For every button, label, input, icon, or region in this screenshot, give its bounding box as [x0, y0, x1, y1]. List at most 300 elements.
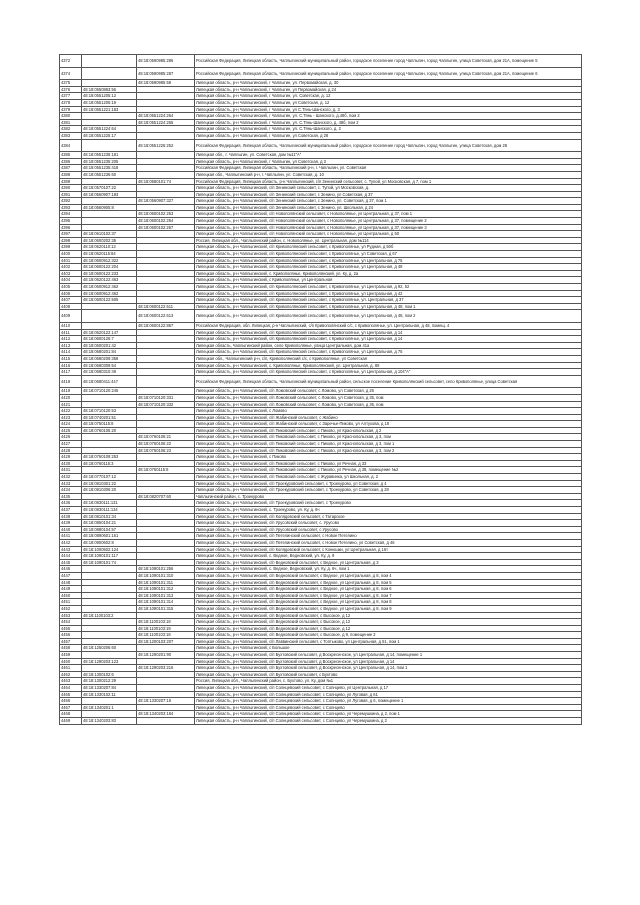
address-cell: Липецкая область, Чаплыгинский район, село Кривополянье, улица Центральная, дом 41а	[195, 342, 582, 349]
row-number-cell: 4378	[60, 99, 82, 106]
land-parcel-number-cell: 48:18:1340203:83	[82, 718, 137, 725]
table-row	[60, 139, 582, 152]
address-cell: Липецкая область, р-н Чаплыгинский, с/п Солнцевский сельсовет, с Солнцево, ул Центральная, д 17	[195, 685, 582, 692]
address-cell: Липецкая область, р-н Чаплыгинский, с/п Троекуровский сельсовет, с Троекурово, ул Советская, д 28	[195, 487, 582, 494]
building-number-cell	[137, 645, 195, 652]
building-number-cell	[137, 454, 195, 461]
building-number-cell	[137, 264, 195, 271]
row-number-cell: 4415	[60, 355, 82, 362]
land-parcel-number-cell: 48:18:0550893:56	[82, 86, 137, 93]
table-row	[60, 487, 582, 494]
table-row	[60, 586, 582, 593]
land-parcel-number-cell	[82, 605, 137, 612]
row-number-cell: 4434	[60, 487, 82, 494]
row-number-cell: 4446	[60, 566, 82, 573]
land-parcel-number-cell: 48:18:0600912:322	[82, 257, 137, 264]
address-cell: Липецкая область, р-н Чаплыгинский, с/п Солнцевский сельсовет, с Солнцево, ул Луговая, д 61	[195, 691, 582, 698]
land-parcel-number-cell: 48:18:0610102:37	[82, 231, 137, 238]
table-row	[60, 204, 582, 211]
row-number-cell: 4467	[60, 704, 82, 711]
land-parcel-number-cell	[82, 211, 137, 218]
building-number-cell	[137, 507, 195, 514]
address-cell: Липецкая область, р-н Чаплыгинский, с Ломово	[195, 408, 582, 415]
building-number-cell: 48:18:1330207:19	[137, 698, 195, 705]
table-row	[60, 414, 582, 421]
building-number-cell	[137, 480, 195, 487]
land-parcel-number-cell: 48:18:0551221:183	[82, 106, 137, 113]
row-number-cell: 4424	[60, 421, 82, 428]
building-number-cell	[137, 257, 195, 264]
row-number-cell: 4397	[60, 231, 82, 238]
building-number-cell	[137, 533, 195, 540]
table-row	[60, 93, 582, 100]
land-parcel-number-cell	[82, 322, 137, 329]
row-number-cell: 4426	[60, 434, 82, 441]
land-parcel-number-cell: 48:18:0810301:22	[82, 480, 137, 487]
land-parcel-number-cell: 48:18:1330207:84	[82, 685, 137, 692]
building-number-cell: 48:18:1090101:312	[137, 586, 195, 593]
building-number-cell: 48:18:1090101:256	[137, 566, 195, 573]
land-parcel-number-cell: 48:18:0710120:245	[82, 388, 137, 395]
row-number-cell: 4443	[60, 546, 82, 553]
address-cell: Липецкая область, р-н Чаплыгинский, с/п Ведновский сельсовет, с Ведное, ул Центральная, д 8, пом 8	[195, 599, 582, 606]
building-number-cell: 48:18:0710120:331	[137, 394, 195, 401]
land-parcel-number-cell: 48:18:0620115:84	[82, 251, 137, 258]
row-number-cell: 4454	[60, 619, 82, 626]
row-number-cell: 4380	[60, 113, 82, 120]
land-parcel-number-cell	[82, 441, 137, 448]
row-number-cell: 4439	[60, 520, 82, 527]
building-number-cell: 48:18:1200103:207	[137, 638, 195, 645]
row-number-cell: 4449	[60, 586, 82, 593]
row-number-cell: 4402	[60, 264, 82, 271]
address-cell: Липецкая область, р-н Чаплыгинский, г Чаплыгин, ул Советская, д 28	[195, 132, 582, 139]
address-cell: Липецкая область, р-н Чаплыгинский, с/п Новополянский сельсовет, с Новополянье, ул Центральная, д 37, пом 1	[195, 211, 582, 218]
row-number-cell: 4438	[60, 513, 82, 520]
building-number-cell	[137, 553, 195, 560]
building-number-cell: 48:18:1290201:90	[137, 652, 195, 659]
land-parcel-number-cell: 48:18:0710120:53	[82, 408, 137, 415]
address-register-table	[59, 54, 582, 725]
address-cell: Липецкая область, р-н Чаплыгинский, с/п Ведновский сельсовет, с Ведное, ул Центральная, д 8, пом 5	[195, 579, 582, 586]
address-cell: Россия, Липецкая обл., Чаплыгинский район, с. Бухтово, ул. Ку, дом №1	[195, 678, 582, 685]
land-parcel-number-cell: 48:18:0880104:57	[82, 526, 137, 533]
building-number-cell: 48:18:1100103:19	[137, 625, 195, 632]
table-row	[60, 441, 582, 448]
building-number-cell	[137, 460, 195, 467]
address-cell: Липецкая область, р-н Чаплыгинский, с/п Новополянский сельсовет, с Новополянье, ул Центральная, д 37, помещение 2	[195, 218, 582, 225]
address-cell: Липецкая область, р-н Чаплыгинский, г Чаплыгин, ул Первомайская, д 24	[195, 86, 582, 93]
table-row	[60, 270, 582, 277]
address-cell: Липецкая область, р-н Чаплыгинский, г Чаплыгин, ул Советская, д. 12	[195, 99, 582, 106]
table-row	[60, 231, 582, 238]
address-cell: Липецкая область, р-н Чаплыгинский, с/п Зенинский сельсовет, с Зенино, ул Советская, д 37	[195, 191, 582, 198]
table-row	[60, 119, 582, 126]
row-number-cell: 4419	[60, 388, 82, 395]
row-number-cell: 4442	[60, 539, 82, 546]
table-row	[60, 185, 582, 192]
row-number-cell: 4398	[60, 237, 82, 244]
table-row	[60, 297, 582, 304]
building-number-cell	[137, 93, 195, 100]
building-number-cell	[137, 369, 195, 376]
building-number-cell	[137, 185, 195, 192]
land-parcel-number-cell: 48:18:0620122:147	[82, 329, 137, 336]
row-number-cell: 4372	[60, 55, 82, 68]
row-number-cell: 4435	[60, 493, 82, 500]
table-row	[60, 86, 582, 93]
address-cell: Липецкая область, р-н Чаплыгинский, с/п Ведновский сельсовет, с Высокое, д 12	[195, 612, 582, 619]
table-row	[60, 218, 582, 225]
land-parcel-number-cell	[82, 139, 137, 152]
address-cell: Липецкая область, р-н Чаплыгинский, с/п Ведновский сельсовет, с Высокое, д 12	[195, 619, 582, 626]
land-parcel-number-cell	[82, 447, 137, 454]
address-cell: Российская Федерация, Липецкая область, Чаплыгинский муниципальный район, сельское поселение Кривополянский сельсовет, село Кривополянье, улица Советская	[195, 375, 582, 388]
building-number-cell	[137, 526, 195, 533]
building-number-cell	[137, 658, 195, 665]
row-number-cell: 4417	[60, 369, 82, 376]
address-cell: Липецкая область, р-н Чаплыгинский, г Чаплыгин, ул. Советская, д. 12	[195, 93, 582, 100]
building-number-cell	[137, 191, 195, 198]
row-number-cell: 4404	[60, 277, 82, 284]
building-number-cell	[137, 427, 195, 434]
building-number-cell	[137, 158, 195, 165]
address-cell: Липецкая область, р-н Чаплыгинский, с. Кривополянье, Кривополянский, ул. Центральная, д. 89	[195, 362, 582, 369]
address-cell: Липецкая область, р-н Чаплыгинский, с. Ведное, Ведновский, ул. Ку, д. 9	[195, 553, 582, 560]
address-cell: Липецкая область, р-н Чаплыгинский, с/п Кривополянский сельсовет, с Кривополянье, ул Советская, д 67	[195, 251, 582, 258]
land-parcel-number-cell	[82, 586, 137, 593]
table-row	[60, 447, 582, 454]
row-number-cell: 4394	[60, 211, 82, 218]
building-number-cell	[137, 704, 195, 711]
land-parcel-number-cell: 48:18:0570107:22	[82, 185, 137, 192]
row-number-cell: 4441	[60, 533, 82, 540]
register-rows	[60, 55, 582, 725]
table-row	[60, 539, 582, 546]
building-number-cell: 48:18:0710120:332	[137, 401, 195, 408]
row-number-cell: 4403	[60, 270, 82, 277]
row-number-cell: 4391	[60, 191, 82, 198]
row-number-cell: 4464	[60, 685, 82, 692]
building-number-cell: 48:18:0590985:286	[137, 55, 195, 68]
row-number-cell: 4436	[60, 500, 82, 507]
table-row	[60, 638, 582, 645]
land-parcel-number-cell: 48:18:0551235:181	[82, 152, 137, 159]
land-parcel-number-cell: 48:18:1340201:1	[82, 704, 137, 711]
row-number-cell: 4451	[60, 599, 82, 606]
row-number-cell: 4418	[60, 375, 82, 388]
table-row	[60, 158, 582, 165]
address-cell: Липецкая область, р-н Чаплыгинский, с/п Петелинский сельсовет, с Новое Петелино	[195, 533, 582, 540]
row-number-cell: 4423	[60, 414, 82, 421]
row-number-cell: 4433	[60, 480, 82, 487]
land-parcel-number-cell: 48:18:0900602:8	[82, 539, 137, 546]
row-number-cell: 4414	[60, 349, 82, 356]
table-row	[60, 652, 582, 659]
address-cell: Липецкая область, р-н Чаплыгинский, с/п Ведновский сельсовет, с Ведное, ул Центральная, д 8, пом 9	[195, 605, 582, 612]
table-row	[60, 526, 582, 533]
building-number-cell	[137, 99, 195, 106]
table-row	[60, 211, 582, 218]
address-cell: Липецкая область, р-н Чаплыгинский, с/п Троекуровский сельсовет, с Троекурово, ул Советская, д 4	[195, 480, 582, 487]
building-number-cell	[137, 520, 195, 527]
row-number-cell: 4462	[60, 671, 82, 678]
row-number-cell: 4465	[60, 691, 82, 698]
row-number-cell: 4386	[60, 158, 82, 165]
table-row	[60, 685, 582, 692]
land-parcel-number-cell	[82, 434, 137, 441]
table-row	[60, 290, 582, 297]
address-cell: Липецкая область, р-н Чаплыгинский, г Чаплыгин, ул. С.Тянь-Шанского, д. 48б, пом 2	[195, 119, 582, 126]
land-parcel-number-cell	[82, 619, 137, 626]
row-number-cell: 4409	[60, 310, 82, 323]
building-number-cell: 48:18:0760106:22	[137, 441, 195, 448]
row-number-cell: 4383	[60, 132, 82, 139]
row-number-cell: 4430	[60, 460, 82, 467]
table-row	[60, 599, 582, 606]
land-parcel-number-cell: 48:18:0760115:3	[82, 460, 137, 467]
address-cell: Липецкая область, р-н Чаплыгинский, с/п Пиковский сельсовет, с Пиково, ул Речная, д 33	[195, 460, 582, 467]
land-parcel-number-cell	[82, 80, 137, 87]
address-cell: Российская Федерация, Липецкая область, Чаплыгинский р-н, г. Чаплыгин, ул. Советская	[195, 165, 582, 172]
building-number-cell	[137, 612, 195, 619]
table-row	[60, 126, 582, 133]
land-parcel-number-cell: 48:18:0680310:49	[82, 369, 137, 376]
table-row	[60, 513, 582, 520]
building-number-cell	[137, 474, 195, 481]
row-number-cell: 4458	[60, 645, 82, 652]
building-number-cell	[137, 244, 195, 251]
address-cell: Липецкая обл., Чаплыгинский р-н, г. Чаплыгин, ул. Советская, д. 10	[195, 171, 582, 178]
land-parcel-number-cell	[82, 579, 137, 586]
land-parcel-number-cell: 48:18:1300212:29	[82, 678, 137, 685]
address-cell: Российская Федерация, обл. Липецкая, р-н Чаплыгинский, с/п Кривополянский с/с, с Кривополянье, ул. Центральная, д 48, помещ. 4	[195, 322, 582, 329]
land-parcel-number-cell	[82, 638, 137, 645]
table-row	[60, 191, 582, 198]
address-cell: Липецкая область, р-н Чаплыгинский, с/п Кривополянский сельсовет, с Кривополянье, ул Центральная, д 14	[195, 329, 582, 336]
building-number-cell: 48:18:0600102:257	[137, 224, 195, 231]
land-parcel-number-cell	[82, 566, 137, 573]
address-cell: Липецкая область, р-н Чаплыгинский, с/п Жабинский сельсовет, с Жабино	[195, 414, 582, 421]
table-row	[60, 132, 582, 139]
address-cell: Липецкая область, р-н Чаплыгинский, с/п Солнцевский сельсовет, с Солнцево, ул Черемушкина, д 2, пом 1	[195, 711, 582, 718]
address-cell: Липецкая область, р-н Чаплыгинский, г Чаплыгин, ул С.Тянь-Шанского, д. 3	[195, 106, 582, 113]
land-parcel-number-cell	[82, 698, 137, 705]
land-parcel-number-cell: 48:18:0830111:131	[82, 500, 137, 507]
address-cell: Липецкая область, р-н Чаплыгинский, с/п Кривополянский сельсовет, с Кривополянье, ул Центральная, д 104"А"	[195, 369, 582, 376]
row-number-cell: 4392	[60, 198, 82, 205]
address-cell: Липецкая область, р-н Чаплыгинский, с/п Ведновский сельсовет, с Высокое, д 12	[195, 625, 582, 632]
land-parcel-number-cell: 48:18:1090101:117	[82, 553, 137, 560]
address-cell: Липецкая область, р-н Чаплыгинский, с/п Новополянский сельсовет, с Новополянье, ул Центральная, д 37, помещение 3	[195, 224, 582, 231]
address-cell: Липецкая область, р-н Чаплыгинский, с/п Пиковский сельсовет, с Журавинка, ул Школьная, д. 2	[195, 474, 582, 481]
address-cell: Липецкая обл., Чаплыгинский р-н, с/п, Кривополянский с/с, с Кривополянье, ул Советская	[195, 355, 582, 362]
row-number-cell: 4440	[60, 526, 82, 533]
land-parcel-number-cell: 48:18:0760109:253	[82, 454, 137, 461]
address-cell: Липецкая область, р-н Чаплыгинский, с/п Ведновский сельсовет, с Высокое, д 9, помещение 2	[195, 632, 582, 639]
row-number-cell: 4453	[60, 612, 82, 619]
table-row	[60, 698, 582, 705]
building-number-cell	[137, 297, 195, 304]
land-parcel-number-cell: 48:18:0551224:64	[82, 126, 137, 133]
row-number-cell: 4381	[60, 119, 82, 126]
address-cell: Липецкая область, р-н Чаплыгинский, с/п Жабинский сельсовет, с Заречье-Пиково, ул Алтухова, д 18	[195, 421, 582, 428]
land-parcel-number-cell	[82, 218, 137, 225]
land-parcel-number-cell: 48:18:0600912:462	[82, 284, 137, 291]
row-number-cell: 4452	[60, 605, 82, 612]
row-number-cell: 4444	[60, 553, 82, 560]
land-parcel-number-cell: 48:18:0600122:505	[82, 297, 137, 304]
table-row	[60, 520, 582, 527]
table-row	[60, 310, 582, 323]
table-row	[60, 711, 582, 718]
address-cell: Липецкая область, р-н Чаплыгинский, с/п Кривополянский сельсовет, с Кривополянье, ул Центральная, д 48, пом 1	[195, 303, 582, 310]
table-row	[60, 106, 582, 113]
building-number-cell: 48:18:1100103:18	[137, 632, 195, 639]
table-row	[60, 401, 582, 408]
row-number-cell: 4406	[60, 290, 82, 297]
address-cell: Липецкая область, р-н Чаплыгинский, с/п Пиковский сельсовет, с Пиково, ул Речная, д 38, помещение №2	[195, 467, 582, 474]
address-cell: Липецкая область, р-н Чаплыгинский, с/п Лаввинский сельсовет, с Топтыково, ул Центральная, д 51, пом 1	[195, 638, 582, 645]
land-parcel-number-cell	[82, 632, 137, 639]
address-cell: Липецкая область, р-н Чаплыгинский, с/п Ведновский сельсовет, с Ведное, ул Центральная, д 3	[195, 559, 582, 566]
address-cell: Липецкая область, р-н Чаплыгинский, с/п Колядовский сельсовет, с Конюшки, ул Центральная, д 16т	[195, 546, 582, 553]
building-number-cell	[137, 237, 195, 244]
row-number-cell: 4396	[60, 224, 82, 231]
building-number-cell: 48:18:1090101:310	[137, 572, 195, 579]
address-cell: Липецкая область, р-н Чаплыгинский, г Чаплыгин, ул. С.Тянь-Шанского, д. 2	[195, 126, 582, 133]
building-number-cell: 48:18:0600102:253	[137, 211, 195, 218]
table-row	[60, 658, 582, 665]
table-row	[60, 619, 582, 626]
table-row	[60, 572, 582, 579]
building-number-cell: 48:18:1090101:314	[137, 599, 195, 606]
table-row	[60, 579, 582, 586]
building-number-cell: 48:18:1090101:315	[137, 605, 195, 612]
land-parcel-number-cell: 48:18:1330102:11	[82, 691, 137, 698]
row-number-cell: 4456	[60, 632, 82, 639]
address-cell: Липецкая обл., г. Чаплыгин, ул. Советская, дом №11"А"	[195, 152, 582, 159]
building-number-cell	[137, 342, 195, 349]
row-number-cell: 4416	[60, 362, 82, 369]
table-row	[60, 394, 582, 401]
table-row	[60, 612, 582, 619]
address-cell: Российская Федерация, Липецкая область, Чаплыгинский муниципальный район, городское поселение город Чаплыгин, город Чаплыгин, улица Советская, дом 21А, помещение 5	[195, 55, 582, 68]
land-parcel-number-cell: 48:18:0600122:233	[82, 270, 137, 277]
land-parcel-number-cell	[82, 178, 137, 185]
land-parcel-number-cell: 48:18:0560907:193	[82, 191, 137, 198]
table-row	[60, 566, 582, 573]
building-number-cell: 48:18:0820707:60	[137, 493, 195, 500]
land-parcel-number-cell: 48:18:0551235:418	[82, 165, 137, 172]
row-number-cell: 4466	[60, 698, 82, 705]
row-number-cell: 4405	[60, 284, 82, 291]
address-cell: Липецкая область, р-н Чаплыгинский, с/п Кривополянский сельсовет, с Кривополянье, ул Центральная, д 75	[195, 349, 582, 356]
table-row	[60, 605, 582, 612]
land-parcel-number-cell: 48:18:1000502:124	[82, 546, 137, 553]
building-number-cell	[137, 231, 195, 238]
row-number-cell: 4379	[60, 106, 82, 113]
building-number-cell	[137, 362, 195, 369]
address-cell: Липецкая область, р-н Чаплыгинский, с/п Бухтовский сельсовет, д Воскресенское, ул Центральная, д 14	[195, 658, 582, 665]
address-cell: Липецкая область, р-н Чаплыгинский, с. Кривополянье, Кривополянский, ул. Ку, д. 2а	[195, 270, 582, 277]
address-cell: Липецкая область, р-н Чаплыгинский, с/п Кривополянский сельсовет, с Кривополянье, ул Центральная, д 48, пом 2	[195, 310, 582, 323]
row-number-cell: 4388	[60, 171, 82, 178]
table-row	[60, 355, 582, 362]
row-number-cell: 4389	[60, 178, 82, 185]
address-cell: Липецкая область, р-н Чаплыгинский, г Чаплыгин, ул. Первомайская, д. 30	[195, 80, 582, 87]
address-cell: Липецкая область, р-н Чаплыгинский, с/п Новополянский сельсовет, с Новополянье, ул Центральная, д 50	[195, 231, 582, 238]
row-number-cell: 4445	[60, 559, 82, 566]
land-parcel-number-cell: 48:18:0770107:12	[82, 474, 137, 481]
land-parcel-number-cell	[82, 401, 137, 408]
address-cell: Липецкая область, р-н Чаплыгинский, с/п Кривополянский сельсовет, с Кривополянье, ул Рудная, д 50б	[195, 244, 582, 251]
table-row	[60, 322, 582, 329]
table-row	[60, 152, 582, 159]
table-row	[60, 113, 582, 120]
land-parcel-number-cell: 48:18:1250206:60	[82, 645, 137, 652]
land-parcel-number-cell: 48:18:0551235:205	[82, 158, 137, 165]
building-number-cell: 48:18:0580101:74	[137, 178, 195, 185]
row-number-cell: 4437	[60, 507, 82, 514]
row-number-cell: 4385	[60, 152, 82, 159]
building-number-cell	[137, 678, 195, 685]
row-number-cell: 4461	[60, 665, 82, 672]
address-register-sheet	[59, 54, 581, 725]
row-number-cell: 4382	[60, 126, 82, 133]
address-cell: Липецкая область, р-н Чаплыгинский, с/п Кривополянский сельсовет, с Кривополянье, ул Центральная, д 14	[195, 336, 582, 343]
building-number-cell: 48:18:0590985:287	[137, 67, 195, 80]
table-row	[60, 362, 582, 369]
building-number-cell	[137, 671, 195, 678]
address-cell: Липецкая область, р-н Чаплыгинский, с/п Солнцевский сельсовет, с Солнцево, ул Черемушкина, д 2	[195, 718, 582, 725]
address-cell: Липецкая область, р-н Чаплыгинский, г Чаплыгин, ул. С.Тянь - Шанского, д.48б, пом 2	[195, 113, 582, 120]
address-cell: Липецкая область, р-н Чаплыгинский, с/п Ведновский сельсовет, с Ведное, ул Центральная, д 8, пом 7	[195, 592, 582, 599]
land-parcel-number-cell: 48:18:0551236:60	[82, 171, 137, 178]
land-parcel-number-cell	[82, 67, 137, 80]
land-parcel-number-cell: 48:18:0551205:12	[82, 93, 137, 100]
row-number-cell: 4410	[60, 322, 82, 329]
table-row	[60, 632, 582, 639]
row-number-cell: 4400	[60, 251, 82, 258]
row-number-cell: 4431	[60, 467, 82, 474]
building-number-cell	[137, 414, 195, 421]
address-cell: Липецкая область, р-н Чаплыгинский, с/п Ломовский сельсовет, с Ломово, ул Советская, д 35, пом	[195, 401, 582, 408]
land-parcel-number-cell: 48:18:0600912:462	[82, 290, 137, 297]
row-number-cell: 4469	[60, 718, 82, 725]
table-row	[60, 369, 582, 376]
row-number-cell: 4428	[60, 447, 82, 454]
address-cell: Липецкая область, р-н Чаплыгинский, с/п Троекуровский сельсовет, с Троекурово	[195, 500, 582, 507]
address-cell: Липецкая область, р-н Чаплыгинский, с/п Бухтовский сельсовет, д Воскресенское, ул Центральная, д 14, пом 1	[195, 665, 582, 672]
table-row	[60, 467, 582, 474]
address-cell: Липецкая область, р-н Чаплыгинский, с/п Ломовский сельсовет, с Ломово, ул Советская, д 26	[195, 388, 582, 395]
building-number-cell	[137, 421, 195, 428]
building-number-cell	[137, 204, 195, 211]
address-cell: Липецкая область, р-н Чаплыгинский, с. Троекурово, ул. Ку, д. 6ч	[195, 507, 582, 514]
building-number-cell	[137, 106, 195, 113]
row-number-cell: 4421	[60, 401, 82, 408]
building-number-cell	[137, 329, 195, 336]
row-number-cell: 4463	[60, 678, 82, 685]
building-number-cell: 48:18:1100103:18	[137, 619, 195, 626]
land-parcel-number-cell	[82, 592, 137, 599]
table-row	[60, 678, 582, 685]
address-cell: Российская Федерация, Липецкая область, р-н Чаплыгинский, с/п Зенинский сельсовет, с. Тупой, ул Московская, д 7, пом 1	[195, 178, 582, 185]
building-number-cell	[137, 691, 195, 698]
land-parcel-number-cell: 48:18:0680411:447	[82, 375, 137, 388]
table-row	[60, 718, 582, 725]
